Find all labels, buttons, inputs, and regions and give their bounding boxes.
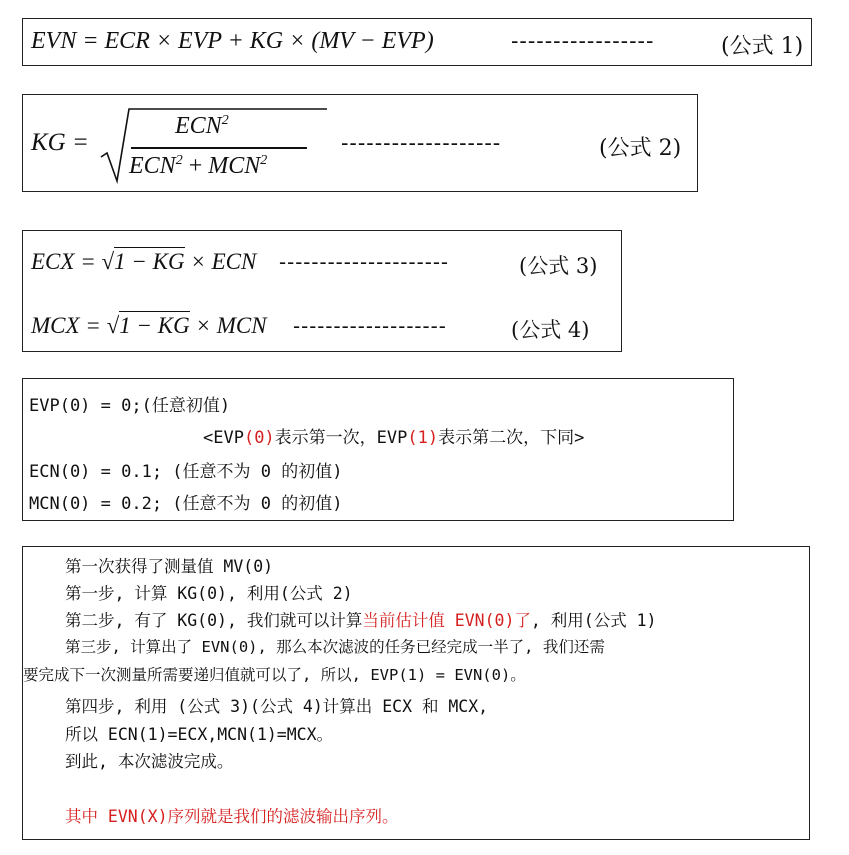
step-7-output-note: 其中 EVN(X)序列就是我们的滤波输出序列。 [65,807,399,826]
step-6: 到此, 本次滤波完成。 [65,752,234,771]
formula-2-box [22,94,698,192]
formula-1-lhs: EVN [31,28,77,54]
formula-2-numerator: ECN$^2$ [175,113,229,139]
init-line-3: ECN(0) = 0.1; (任意不为 0 的初值) [29,462,343,482]
formula-1-box [22,18,812,66]
init-values-box [22,378,734,521]
formula-1-rhs: = ECR × EVP + KG × (MV − EVP) [82,28,434,54]
formula-3-label: (公式 3) [519,254,598,278]
step-3-b: 要完成下一次测量所需要递归值就可以了, 所以, EVP(1) = EVN(0)。 [23,666,526,684]
step-4: 第四步, 利用 (公式 3)(公式 4)计算出 ECX 和 MCX, [65,697,489,716]
init-line-2: <EVP(0)表示第一次，EVP(1)表示第二次，下同> [203,428,585,448]
formula-1-dashes: ----------------- [511,29,655,54]
formula-2-denominator: ECN$^2$ + MCN$^2$ [129,153,268,179]
formula-4-label: (公式 4) [511,318,590,342]
step-5: 所以 ECN(1)=ECX,MCN(1)=MCX。 [65,725,334,744]
formula-1-label: (公式 1) [721,34,804,59]
init-line-1: EVP(0) = 0;(任意初值) [29,396,231,416]
step-0: 第一次获得了测量值 MV(0) [65,557,274,576]
formula-3-4-box [22,230,622,352]
steps-box [22,546,810,840]
formula-3-dashes: --------------------- [279,250,450,274]
formula-4-dashes: ------------------- [293,314,447,338]
formula-2-label: (公式 2) [599,136,682,161]
fraction-bar [131,147,307,149]
init-line-4: MCN(0) = 0.2; (任意不为 0 的初值) [29,494,343,514]
formula-2-lhs: KG = [31,129,89,156]
step-1: 第一步, 计算 KG(0), 利用(公式 2) [65,584,353,603]
formula-1-expression [31,28,434,55]
formula-3-expression: ECX = √1 − KG × ECN [31,249,257,274]
formula-4-expression: MCX = √1 − KG × MCN [31,313,267,338]
formula-2-dashes: ------------------- [341,131,502,156]
step-2: 第二步, 有了 KG(0), 我们就可以计算当前估计值 EVN(0)了, 利用(公式 1) [65,611,657,630]
step-3-a: 第三步, 计算出了 EVN(0), 那么本次滤波的任务已经完成一半了, 我们还需 [65,638,605,656]
